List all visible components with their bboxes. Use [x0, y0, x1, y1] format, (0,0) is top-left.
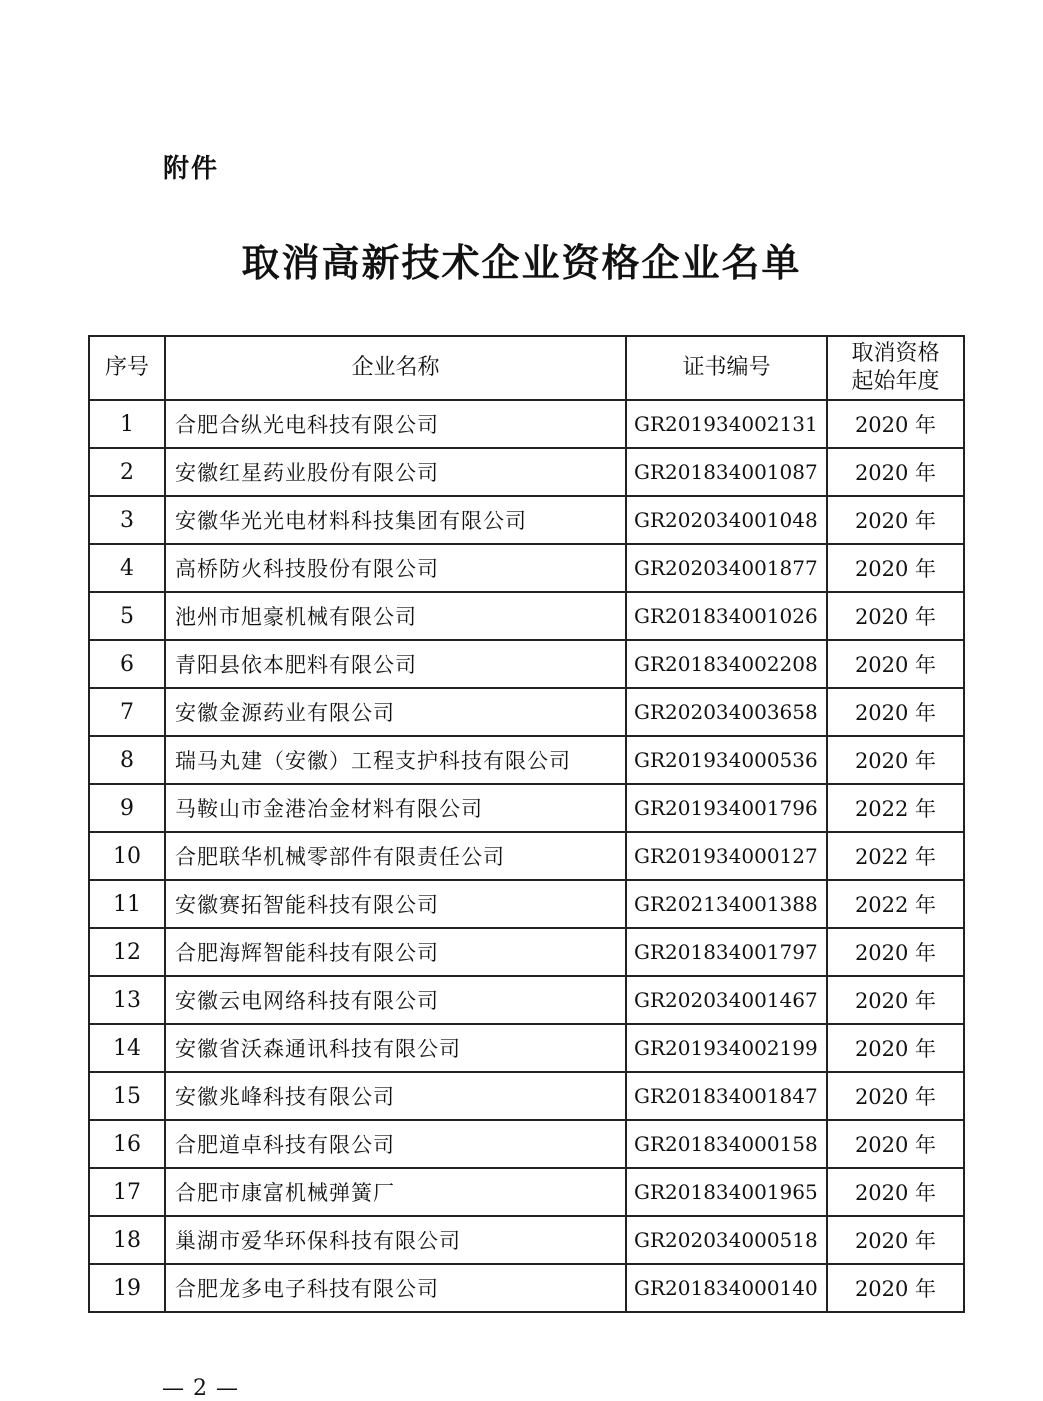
row-revocation-year: 2020 年 — [827, 400, 964, 448]
row-company-name: 高桥防火科技股份有限公司 — [165, 544, 626, 592]
row-index: 10 — [89, 832, 165, 880]
row-index: 14 — [89, 1024, 165, 1072]
row-revocation-year: 2020 年 — [827, 736, 964, 784]
row-certificate-number: GR201834000140 — [626, 1264, 827, 1312]
row-index: 8 — [89, 736, 165, 784]
table-row — [89, 832, 964, 880]
row-revocation-year: 2020 年 — [827, 544, 964, 592]
row-index: 9 — [89, 784, 165, 832]
row-certificate-number: GR202034001048 — [626, 496, 827, 544]
row-revocation-year: 2020 年 — [827, 1264, 964, 1312]
row-company-name: 合肥海辉智能科技有限公司 — [165, 928, 626, 976]
page-number: — 2 — — [162, 1376, 239, 1401]
row-certificate-number: GR202134001388 — [626, 880, 827, 928]
row-certificate-number: GR201934002199 — [626, 1024, 827, 1072]
row-revocation-year: 2020 年 — [827, 928, 964, 976]
row-company-name: 安徽云电网络科技有限公司 — [165, 976, 626, 1024]
table-row — [89, 592, 964, 640]
row-certificate-number: GR202034001467 — [626, 976, 827, 1024]
row-index: 2 — [89, 448, 165, 496]
table-row — [89, 688, 964, 736]
row-revocation-year: 2020 年 — [827, 640, 964, 688]
row-index: 19 — [89, 1264, 165, 1312]
row-revocation-year: 2020 年 — [827, 448, 964, 496]
header-row — [89, 336, 964, 400]
row-certificate-number: GR201934002131 — [626, 400, 827, 448]
row-company-name: 安徽赛拓智能科技有限公司 — [165, 880, 626, 928]
table-row — [89, 1072, 964, 1120]
row-index: 5 — [89, 592, 165, 640]
table-row — [89, 1120, 964, 1168]
row-company-name: 池州市旭豪机械有限公司 — [165, 592, 626, 640]
row-certificate-number: GR201834001847 — [626, 1072, 827, 1120]
table-row — [89, 928, 964, 976]
row-index: 17 — [89, 1168, 165, 1216]
row-revocation-year: 2020 年 — [827, 1216, 964, 1264]
row-company-name: 瑞马丸建（安徽）工程支护科技有限公司 — [165, 736, 626, 784]
row-certificate-number: GR201834001087 — [626, 448, 827, 496]
row-revocation-year: 2020 年 — [827, 688, 964, 736]
row-certificate-number: GR202034001877 — [626, 544, 827, 592]
table-row — [89, 1216, 964, 1264]
table-header — [89, 336, 964, 400]
row-index: 4 — [89, 544, 165, 592]
document-title: 取消高新技术企业资格企业名单 — [241, 241, 802, 285]
table-body — [89, 400, 964, 1312]
header-company-name: 企业名称 — [165, 336, 626, 400]
row-company-name: 马鞍山市金港冶金材料有限公司 — [165, 784, 626, 832]
annex-label: 附件 — [163, 154, 220, 184]
row-company-name: 安徽金源药业有限公司 — [165, 688, 626, 736]
table-row — [89, 544, 964, 592]
row-certificate-number: GR202034000518 — [626, 1216, 827, 1264]
row-revocation-year: 2020 年 — [827, 1168, 964, 1216]
table-row — [89, 1024, 964, 1072]
row-certificate-number: GR201834001965 — [626, 1168, 827, 1216]
row-revocation-year: 2022 年 — [827, 832, 964, 880]
table-row — [89, 1264, 964, 1312]
table-row — [89, 736, 964, 784]
row-company-name: 合肥市康富机械弹簧厂 — [165, 1168, 626, 1216]
table-row — [89, 448, 964, 496]
row-revocation-year: 2022 年 — [827, 880, 964, 928]
row-index: 7 — [89, 688, 165, 736]
row-certificate-number: GR202034003658 — [626, 688, 827, 736]
row-index: 1 — [89, 400, 165, 448]
row-company-name: 安徽华光光电材料科技集团有限公司 — [165, 496, 626, 544]
row-certificate-number: GR201834001797 — [626, 928, 827, 976]
company-list-table — [88, 335, 965, 1313]
row-index: 12 — [89, 928, 165, 976]
header-year-line2: 起始年度 — [851, 369, 940, 394]
row-revocation-year: 2020 年 — [827, 1024, 964, 1072]
row-certificate-number: GR201834001026 — [626, 592, 827, 640]
table-row — [89, 784, 964, 832]
row-index: 13 — [89, 976, 165, 1024]
header-certificate-number: 证书编号 — [626, 336, 827, 400]
header-index: 序号 — [89, 336, 165, 400]
row-index: 16 — [89, 1120, 165, 1168]
row-certificate-number: GR201934000127 — [626, 832, 827, 880]
row-index: 15 — [89, 1072, 165, 1120]
row-revocation-year: 2022 年 — [827, 784, 964, 832]
row-index: 18 — [89, 1216, 165, 1264]
row-index: 6 — [89, 640, 165, 688]
header-year-line1: 取消资格 — [851, 341, 940, 366]
row-revocation-year: 2020 年 — [827, 592, 964, 640]
row-revocation-year: 2020 年 — [827, 1072, 964, 1120]
row-certificate-number: GR201834000158 — [626, 1120, 827, 1168]
header-revocation-year — [827, 336, 964, 400]
row-company-name: 合肥联华机械零部件有限责任公司 — [165, 832, 626, 880]
row-index: 3 — [89, 496, 165, 544]
row-revocation-year: 2020 年 — [827, 1120, 964, 1168]
row-company-name: 安徽省沃森通讯科技有限公司 — [165, 1024, 626, 1072]
row-company-name: 青阳县依本肥料有限公司 — [165, 640, 626, 688]
row-index: 11 — [89, 880, 165, 928]
row-company-name: 巢湖市爱华环保科技有限公司 — [165, 1216, 626, 1264]
table-row — [89, 496, 964, 544]
table-row — [89, 640, 964, 688]
row-company-name: 安徽兆峰科技有限公司 — [165, 1072, 626, 1120]
row-certificate-number: GR201934000536 — [626, 736, 827, 784]
row-certificate-number: GR201834002208 — [626, 640, 827, 688]
row-revocation-year: 2020 年 — [827, 976, 964, 1024]
row-certificate-number: GR201934001796 — [626, 784, 827, 832]
row-company-name: 安徽红星药业股份有限公司 — [165, 448, 626, 496]
row-company-name: 合肥道卓科技有限公司 — [165, 1120, 626, 1168]
table-row — [89, 976, 964, 1024]
table-row — [89, 400, 964, 448]
table-row — [89, 1168, 964, 1216]
row-company-name: 合肥龙多电子科技有限公司 — [165, 1264, 626, 1312]
row-company-name: 合肥合纵光电科技有限公司 — [165, 400, 626, 448]
table-row — [89, 880, 964, 928]
row-revocation-year: 2020 年 — [827, 496, 964, 544]
